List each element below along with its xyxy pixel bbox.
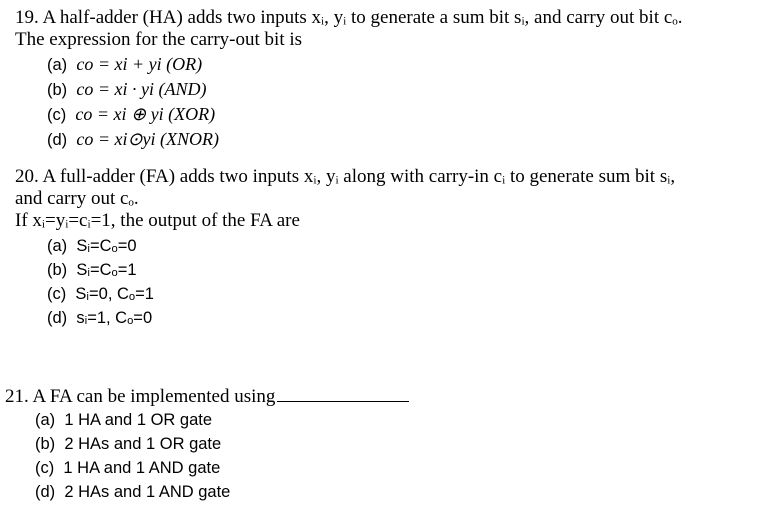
option-text: Sᵢ=0, Cₒ=1 xyxy=(75,285,154,303)
option-expression: co = xi + yi (OR) xyxy=(76,54,203,74)
question-19 xyxy=(0,7,768,152)
q21-stem-line-1 xyxy=(0,386,768,408)
q19-options xyxy=(0,52,768,152)
option-label: (a) xyxy=(35,411,56,429)
q20-option-c[interactable] xyxy=(47,282,768,306)
option-label: (b) xyxy=(47,81,68,99)
option-label: (d) xyxy=(35,483,56,501)
q20-option-a[interactable] xyxy=(47,234,768,258)
q20-stem-line-1: 20. A full-adder (FA) adds two inputs xᵢ, yᵢ along with carry-in cᵢ to generate sum bit sᵢ, xyxy=(15,166,676,187)
option-text: Sᵢ=Cₒ=0 xyxy=(76,237,137,255)
q21-option-c[interactable] xyxy=(35,456,768,480)
q19-option-b[interactable] xyxy=(47,77,768,102)
option-label: (c) xyxy=(35,459,55,477)
q21-stem-text: 21. A FA can be implemented using xyxy=(5,386,276,407)
option-expression: co = xi ⊕ yi (XOR) xyxy=(75,104,216,124)
q19-option-a[interactable] xyxy=(47,52,768,77)
q20-option-d[interactable] xyxy=(47,306,768,330)
q20-stem-line-3: If xᵢ=yᵢ=cᵢ=1, the output of the FA are xyxy=(15,210,300,231)
option-label: (c) xyxy=(47,106,67,124)
q19-option-d[interactable] xyxy=(47,127,768,152)
option-text: 1 HA and 1 AND gate xyxy=(63,459,221,477)
q20-options xyxy=(0,234,768,330)
question-20 xyxy=(0,166,768,330)
q21-option-d[interactable] xyxy=(35,480,768,504)
option-label: (b) xyxy=(35,435,56,453)
option-text: Sᵢ=Cₒ=1 xyxy=(76,261,137,279)
q20-stem-line-2: and carry out cₒ. xyxy=(15,188,139,209)
q21-option-a[interactable] xyxy=(35,408,768,432)
option-label: (a) xyxy=(47,56,68,74)
option-label: (a) xyxy=(47,237,68,255)
question-21 xyxy=(0,386,768,504)
q19-stem-line-2: The expression for the carry-out bit is xyxy=(15,29,303,50)
option-text: sᵢ=1, Cₒ=0 xyxy=(76,309,153,327)
option-label: (d) xyxy=(47,309,68,327)
option-text: 1 HA and 1 OR gate xyxy=(64,411,213,429)
option-label: (d) xyxy=(47,131,68,149)
q19-option-c[interactable] xyxy=(47,102,768,127)
option-text: 2 HAs and 1 OR gate xyxy=(64,435,222,453)
q19-stem-line-1: 19. A half-adder (HA) adds two inputs xᵢ, yᵢ to generate a sum bit sᵢ, and carry out bit cₒ. xyxy=(15,7,683,28)
answer-blank[interactable] xyxy=(277,400,409,402)
option-expression: co = xi⊙yi (XNOR) xyxy=(76,129,220,149)
option-label: (b) xyxy=(47,261,68,279)
option-expression: co = xi · yi (AND) xyxy=(76,79,207,99)
q20-option-b[interactable] xyxy=(47,258,768,282)
q21-options xyxy=(0,408,768,504)
option-label: (c) xyxy=(47,285,67,303)
q21-option-b[interactable] xyxy=(35,432,768,456)
option-text: 2 HAs and 1 AND gate xyxy=(64,483,231,501)
